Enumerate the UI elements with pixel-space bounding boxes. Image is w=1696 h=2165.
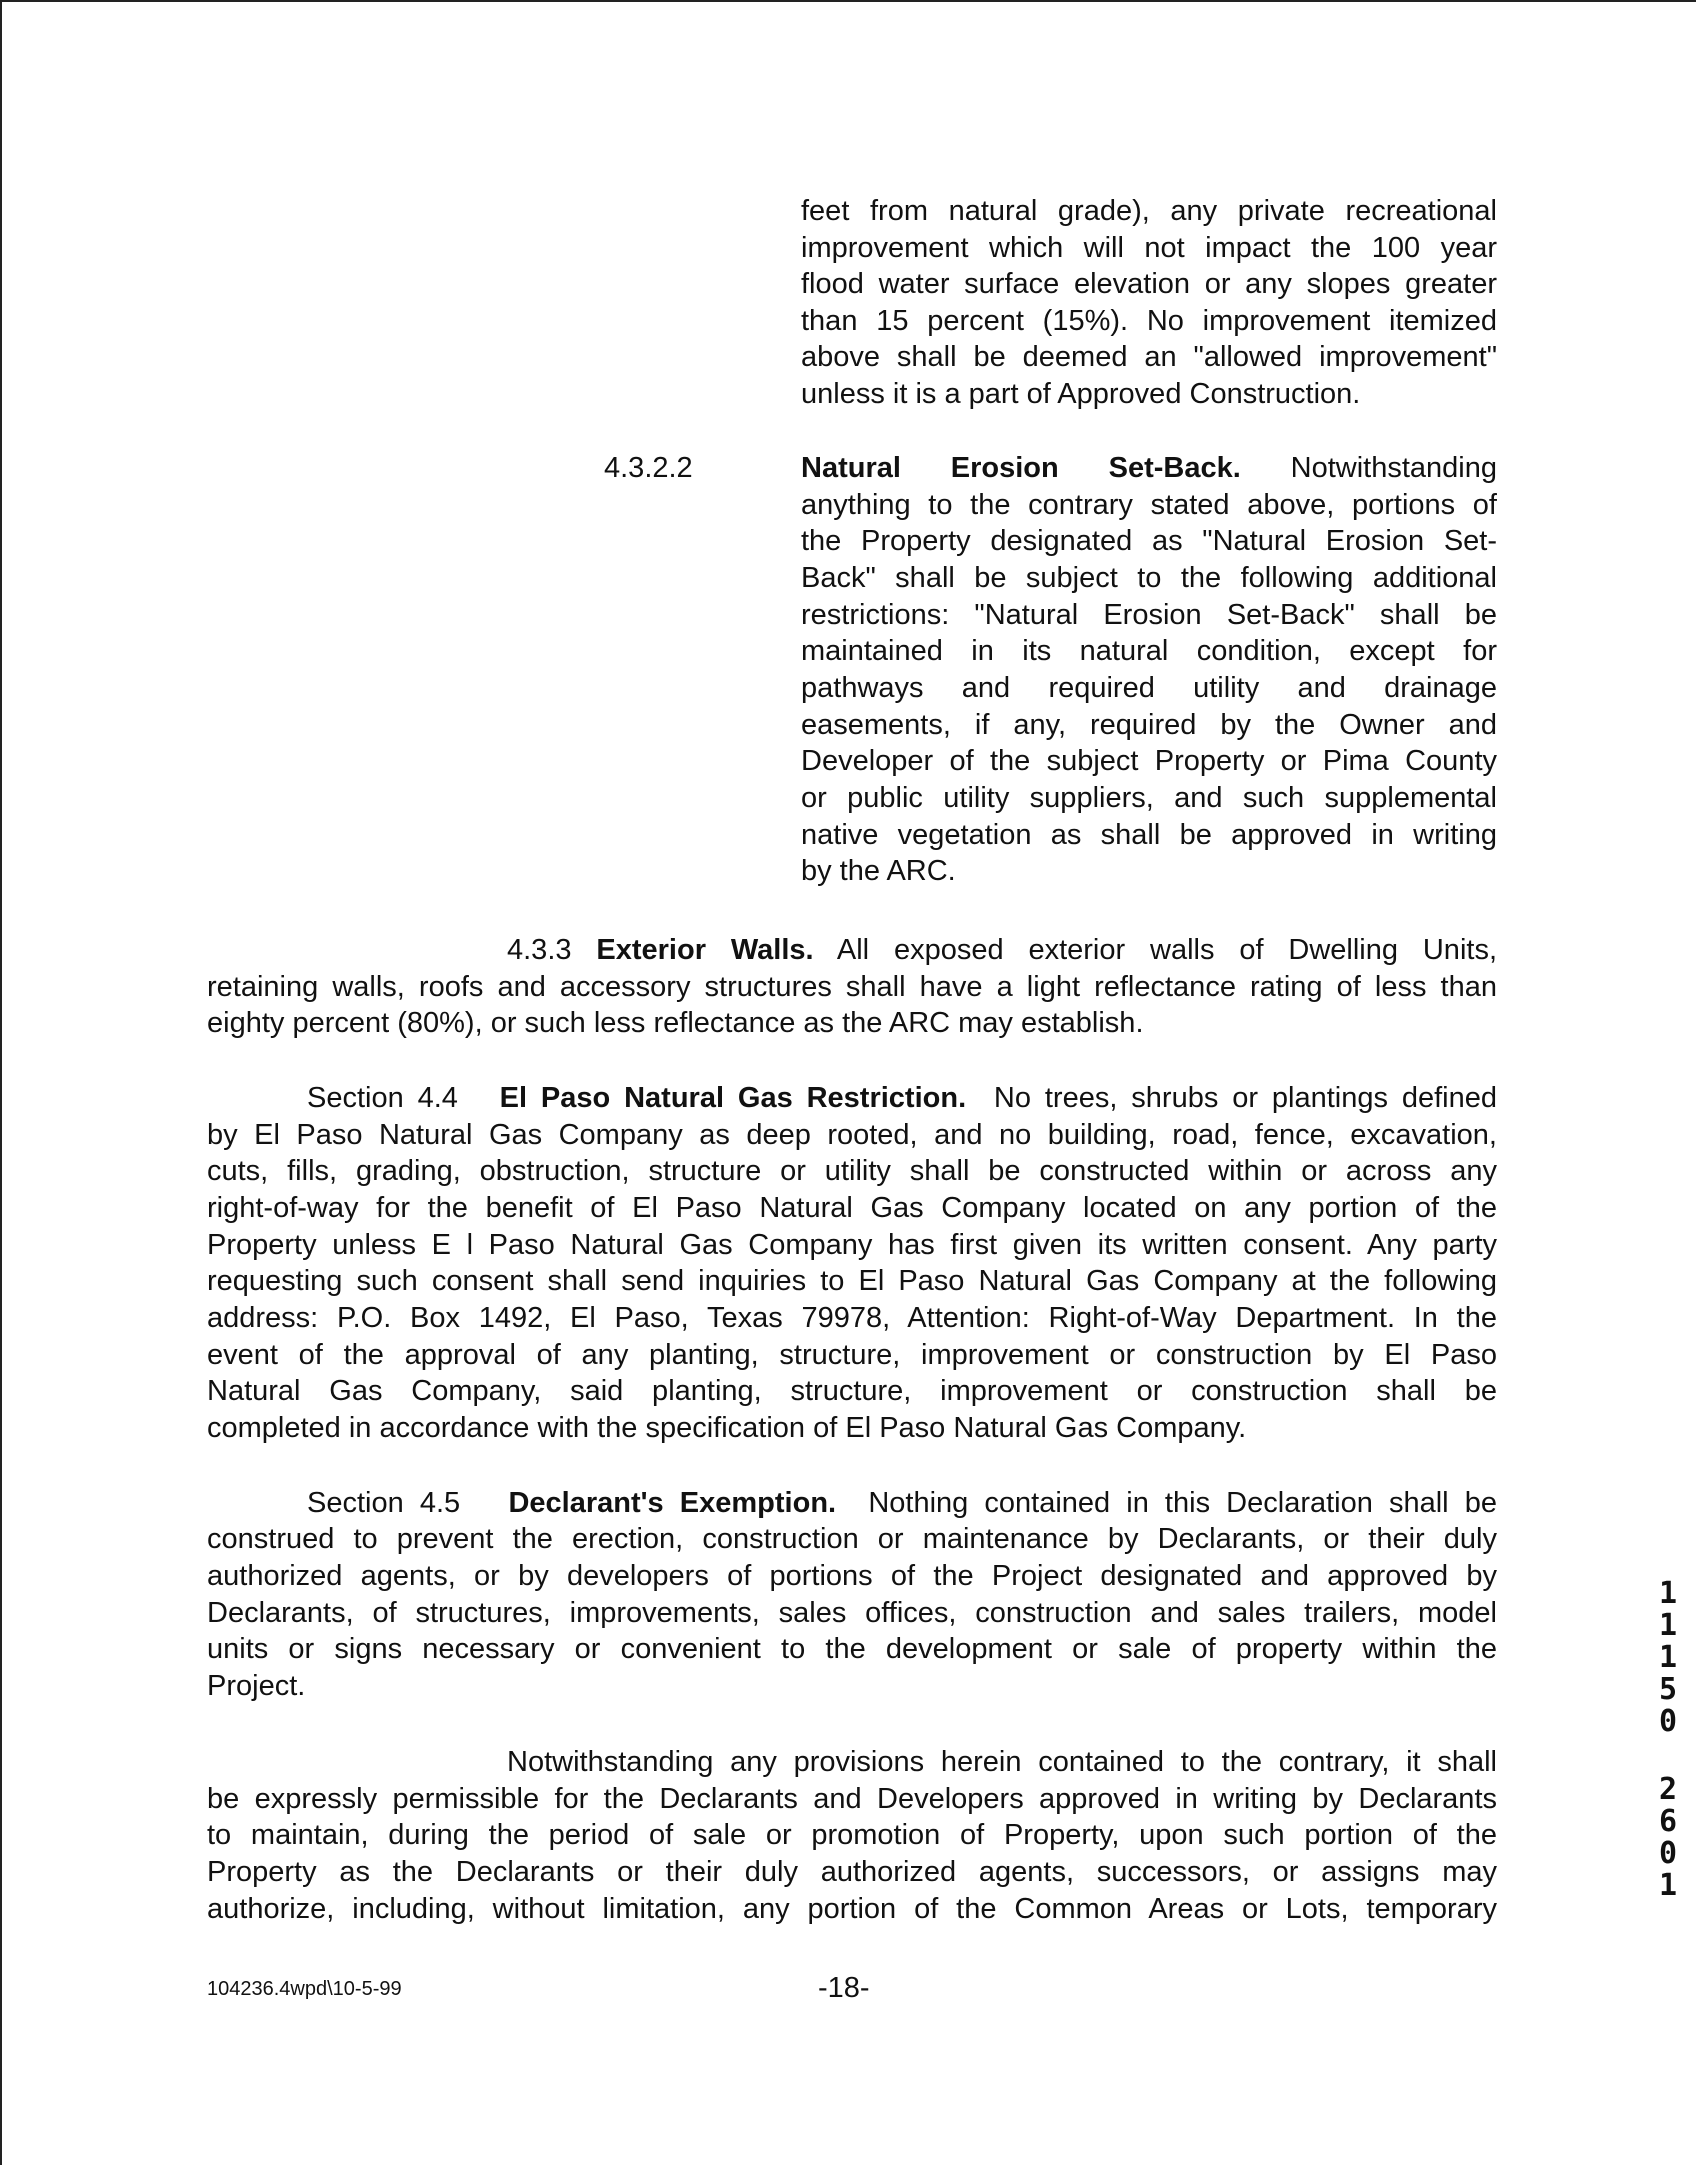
document-id: 104236.4wpd\10-5-99 (207, 1978, 402, 2000)
text-line: Natural Gas Company, said planting, structure, improvement or construction shall be (207, 1375, 1497, 1407)
text-line: Notwithstanding any provisions herein contained to the contrary, it shall (507, 1746, 1497, 1778)
section-first-line (307, 1485, 1497, 1521)
section-first-line (307, 1080, 1497, 1116)
text-line: Declarants, of structures, improvements, sales offices, construction and sales trailers, model (207, 1597, 1497, 1629)
stamp-digit: 1 (1658, 1576, 1678, 1611)
section-heading: Declarant's Exemption. (508, 1487, 837, 1519)
text-line: be expressly permissible for the Declarants and Developers approved in writing by Declarants (207, 1783, 1497, 1815)
text-line: maintained in its natural condition, except for (801, 635, 1497, 667)
stamp-digit: 2 (1658, 1772, 1678, 1807)
stamp-digit: 1 (1658, 1608, 1678, 1643)
text-line: above shall be deemed an "allowed improvement" (801, 341, 1497, 373)
text-line: units or signs necessary or convenient to the development or sale of property within the (207, 1633, 1497, 1665)
text-line: event of the approval of any planting, structure, improvement or construction by El Paso (207, 1339, 1497, 1371)
scan-border-left (0, 0, 2, 2165)
text-line: cuts, fills, grading, obstruction, structure or utility shall be constructed within or across any (207, 1155, 1497, 1187)
text-line: by El Paso Natural Gas Company as deep rooted, and no building, road, fence, excavation, (207, 1119, 1497, 1151)
text-line: Developer of the subject Property or Pima County (801, 745, 1497, 777)
section-number: 4.3.3 (507, 934, 572, 966)
text-line: restrictions: "Natural Erosion Set-Back" shall be (801, 599, 1497, 631)
section-number: Section 4.4 (307, 1082, 458, 1114)
text-line: requesting such consent shall send inquiries to El Paso Natural Gas Company at the following (207, 1265, 1497, 1297)
text-line: authorized agents, or by developers of portions of the Project designated and approved by (207, 1560, 1497, 1592)
text-line: unless it is a part of Approved Construction. (801, 378, 1361, 410)
scan-border-top (0, 0, 1696, 2)
section-heading: Exterior Walls. (596, 934, 814, 966)
stamp-digit: 1 (1658, 1868, 1678, 1903)
text-line: completed in accordance with the specification of El Paso Natural Gas Company. (207, 1412, 1247, 1444)
text-line: Back" shall be subject to the following additional (801, 562, 1497, 594)
text-line: anything to the contrary stated above, portions of (801, 489, 1497, 521)
text-line: easements, if any, required by the Owner and (801, 709, 1497, 741)
text-line: flood water surface elevation or any slopes greater (801, 268, 1497, 300)
text-line: than 15 percent (15%). No improvement itemized (801, 305, 1497, 337)
text-line: retaining walls, roofs and accessory structures shall have a light reflectance rating of less than (207, 971, 1497, 1003)
section-text: No trees, shrubs or plantings defined (993, 1082, 1497, 1114)
text-line: eighty percent (80%), or such less reflectance as the ARC may establish. (207, 1007, 1144, 1039)
text-line: by the ARC. (801, 855, 956, 887)
text-line: feet from natural grade), any private recreational (801, 195, 1497, 227)
section-first-line (801, 450, 1497, 486)
section-first-line (507, 932, 1497, 968)
page-number: -18- (818, 1972, 870, 2004)
section-text: Notwithstanding (1290, 452, 1497, 484)
recording-stamp (1655, 1578, 1681, 1902)
section-text: Nothing contained in this Declaration shall be (868, 1487, 1497, 1519)
stamp-digit: 0 (1658, 1704, 1678, 1739)
text-line: the Property designated as "Natural Erosion Set- (801, 525, 1497, 557)
text-line: Property unless E l Paso Natural Gas Company has first given its written consent. Any party (207, 1229, 1497, 1261)
text-line: improvement which will not impact the 100 year (801, 232, 1497, 264)
stamp-digit: 1 (1658, 1640, 1678, 1675)
stamp-digit: 0 (1658, 1836, 1678, 1871)
text-line: address: P.O. Box 1492, El Paso, Texas 79978, Attention: Right-of-Way Department. In the (207, 1302, 1497, 1334)
section-number: Section 4.5 (307, 1487, 461, 1519)
stamp-digit: 6 (1658, 1804, 1678, 1839)
section-heading: El Paso Natural Gas Restriction. (499, 1082, 967, 1114)
text-line: construed to prevent the erection, construction or maintenance by Declarants, or their duly (207, 1523, 1497, 1555)
text-line: Property as the Declarants or their duly authorized agents, successors, or assigns may (207, 1856, 1497, 1888)
text-line: native vegetation as shall be approved in writing (801, 819, 1497, 851)
text-line: right-of-way for the benefit of El Paso Natural Gas Company located on any portion of the (207, 1192, 1497, 1224)
section-text: All exposed exterior walls of Dwelling Units, (836, 934, 1497, 966)
stamp-digit: 5 (1658, 1672, 1678, 1707)
text-line: Project. (207, 1670, 306, 1702)
section-heading: Natural Erosion Set-Back. (801, 452, 1241, 484)
text-line: or public utility suppliers, and such supplemental (801, 782, 1497, 814)
text-line: authorize, including, without limitation, any portion of the Common Areas or Lots, temporary (207, 1893, 1497, 1925)
text-line: to maintain, during the period of sale or promotion of Property, upon such portion of the (207, 1819, 1497, 1851)
text-line: pathways and required utility and drainage (801, 672, 1497, 704)
section-number: 4.3.2.2 (604, 452, 693, 484)
stamp-gap (1655, 1738, 1681, 1774)
